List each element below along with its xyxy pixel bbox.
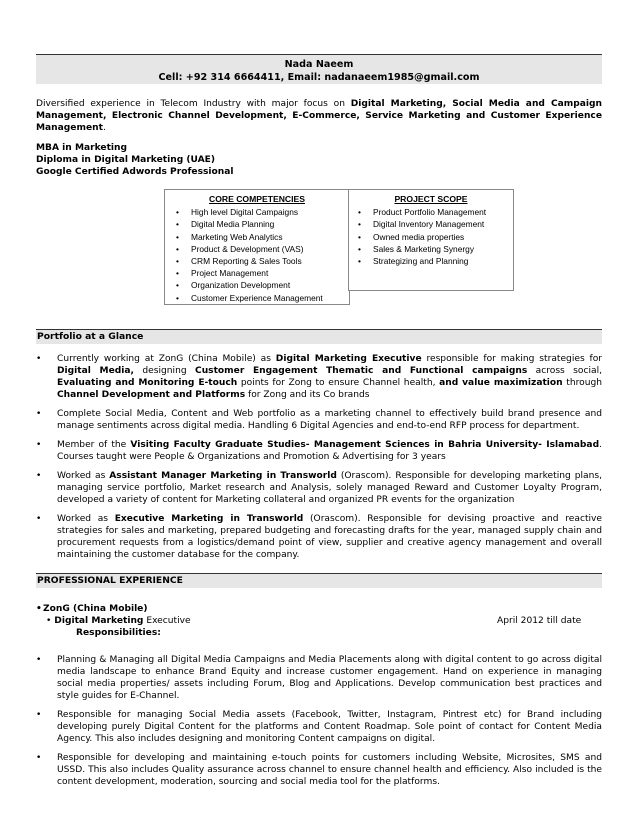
scope-item: • Product Portfolio Management bbox=[373, 206, 507, 218]
competency-item: • Marketing Web Analytics bbox=[191, 231, 343, 243]
project-scope-box bbox=[348, 189, 514, 291]
scope-item: • Sales & Marketing Synergy bbox=[373, 243, 507, 255]
candidate-name: Nada Naeem bbox=[284, 59, 354, 70]
scope-item: • Strategizing and Planning bbox=[373, 255, 507, 267]
qualification-item: Google Certified Adwords Professional bbox=[36, 167, 234, 177]
portfolio-item: • Complete Social Media, Content and Web portfolio as a marketing channel to effectively build brand presence and manage sentiments across digital media. Handling 6 Digital Agencies and end-to-end RFP process for department. bbox=[36, 408, 602, 432]
portfolio-list bbox=[36, 353, 602, 561]
competency-item: • Digital Media Planning bbox=[191, 218, 343, 230]
responsibility-item: • Responsible for developing and maintaining e-touch points for customers including Website, Microsites, SMS and USSD. This also includes Quality assurance across channel to ensure channel health and efficiency. Also included is the content development, moderation, sourcing and social media tool for the platforms. bbox=[36, 752, 602, 788]
summary-paragraph bbox=[36, 98, 602, 134]
role-title: Digital Marketing bbox=[54, 616, 144, 626]
core-competencies-box bbox=[164, 189, 350, 305]
competency-item: • Customer Experience Management bbox=[191, 292, 343, 304]
summary-end: . bbox=[102, 123, 106, 133]
bullet-icon: • bbox=[36, 604, 42, 614]
role-line bbox=[46, 615, 602, 639]
bullet-icon: • bbox=[46, 616, 52, 626]
competency-item: • Organization Development bbox=[191, 279, 343, 291]
scope-item: • Digital Inventory Management bbox=[373, 218, 507, 230]
portfolio-item: • Currently working at ZonG (China Mobile) as Digital Marketing Executive responsible for making strategies for Digital Media, designing Customer Engagement Thematic and Functional campaigns across social, Evaluating and Monitoring E-touch points for Zong to ensure Channel health, and value maximization through Channel Development and Platforms for Zong and its Co brands bbox=[36, 353, 602, 401]
responsibilities-label: Responsibilities: bbox=[76, 628, 161, 638]
resume-header bbox=[36, 54, 602, 84]
experience-heading: PROFESSIONAL EXPERIENCE bbox=[36, 573, 602, 588]
qualifications bbox=[36, 142, 234, 178]
core-competencies-title: CORE COMPETENCIES bbox=[209, 194, 305, 204]
company-name: ZonG (China Mobile) bbox=[43, 604, 148, 614]
qualification-item: MBA in Marketing bbox=[36, 143, 128, 153]
qualification-item: Diploma in Digital Marketing (UAE) bbox=[36, 155, 216, 165]
responsibility-item: • Responsible for managing Social Media assets (Facebook, Twitter, Instagram, Pintrest etc) for Brand including developing purely Digital Content for the platforms and Content Roadmap. Sole point of contact for Content Media Agency. This also includes designing and monitoring Content campaigns on digital. bbox=[36, 709, 602, 745]
competency-item: • Project Management bbox=[191, 267, 343, 279]
competency-item: • High level Digital Campaigns bbox=[191, 206, 343, 218]
portfolio-item: • Member of the Visiting Faculty Graduate Studies- Management Sciences in Bahria University- Islamabad. Courses taught were People & Organizations and Promotion & Advertising for 3 years bbox=[36, 439, 602, 463]
summary-intro: Diversified experience in Telecom Industry with major focus on bbox=[36, 99, 351, 109]
competency-item: • Product & Development (VAS) bbox=[191, 243, 343, 255]
company-line bbox=[36, 603, 148, 615]
contact-line: Cell: +92 314 6664411, Email: nadanaeem1985@gmail.com bbox=[158, 72, 480, 83]
portfolio-heading: Portfolio at a Glance bbox=[36, 329, 602, 344]
responsibility-item: • Planning & Managing all Digital Media Campaigns and Media Placements along with digital content to go across digital media landscape to enhance Brand Equity and increase customer engagement. Hand on experience in managing social media properties/ assets including Forum, Blog and Applications. Develop communication best practices and style guides for E-Channel. bbox=[36, 654, 602, 702]
role-level: Executive bbox=[143, 616, 191, 626]
responsibilities-list bbox=[36, 654, 602, 788]
project-scope-title: PROJECT SCOPE bbox=[394, 194, 468, 204]
role-date: April 2012 till date bbox=[497, 616, 582, 626]
portfolio-item: • Worked as Executive Marketing in Transworld (Orascom). Responsible for devising proactive and reactive strategies for sales and marketing, prepared budgeting and forecasting drafts for the year, managed supply chain and procurement requests from a logistics/demand point of view, supplier and creative agency management and overall maintaining the customer database for the company. bbox=[36, 513, 602, 561]
summary-focus: Digital Marketing, Social Media and Campaign Management, Electronic Channel Development, E-Commerce, Service Marketing and Customer Experience Management bbox=[36, 99, 602, 133]
competency-item: • CRM Reporting & Sales Tools bbox=[191, 255, 343, 267]
scope-item: • Owned media properties bbox=[373, 231, 507, 243]
portfolio-item: • Worked as Assistant Manager Marketing in Transworld (Orascom). Responsible for developing marketing plans, managing service portfolio, Market research and Analysis, solely managed Reward and Customer Loyalty Program, developed a variety of content for Marketing collateral and organized PR events for the organization bbox=[36, 470, 602, 506]
